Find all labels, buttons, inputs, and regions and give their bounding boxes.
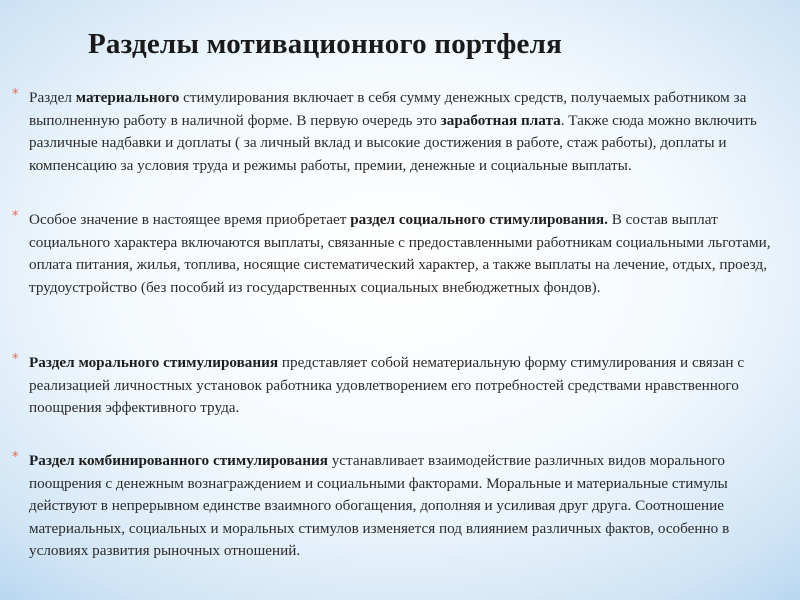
bullet-text: Особое значение в настоящее время приобретает раздел социального стимулирования. В состав выплат социального характера включаются выплаты, связанные с предоставленными работникам социальными льготами, оплата питания, жилья, топлива, носящие систематический характер, а также выплаты на лечение, отдых, проезд, трудоустройство (без пособий из государственных социальных внебюджетных фондов). (29, 211, 771, 296)
bullet-text: Раздел материального стимулирования включает в себя сумму денежных средств, получаемых работником за выполненную работу в наличной форме. В первую очередь это заработная плата. Также сюда можно включить различные надбавки и доплаты ( за личный вклад и высокие достижения в работе, стаж работы), доплаты и компенсацию за условия труда и режимы работы, премии, денежные и социальные выплаты. (29, 89, 757, 174)
asterisk-icon: * (12, 450, 19, 465)
slide-title: Разделы мотивационного портфеля (88, 28, 562, 60)
bullet-text: Раздел морального стимулирования представляет собой нематериальную форму стимулирования и связан с реализацией личностных установок работника удовлетворением его потребностей средствами нравственного поощрения эффективного труда. (29, 354, 745, 416)
bold-term: материального (75, 89, 180, 106)
asterisk-icon: * (12, 209, 19, 224)
bold-term: заработная плата (440, 111, 561, 129)
bold-term: Раздел комбинированного стимулирования (29, 452, 328, 469)
bold-term: раздел социального стимулирования. (350, 211, 608, 228)
bold-term: Раздел морального стимулирования (29, 354, 279, 371)
bullet-text: Раздел комбинированного стимулирования устанавливает взаимодействие различных видов морального поощрения с денежным вознаграждением и социальными факторами. Моральные и материальные стимулы действуют в непрерывном единстве взаимного обогащения, дополняя и усиливая друг друга. Соотношение материальных, социальных и моральных стимулов изменяется под влиянием различных фактов, особенно в условиях развития рыночных отношений. (29, 452, 730, 559)
asterisk-icon: * (12, 352, 19, 367)
asterisk-icon: * (12, 87, 19, 102)
